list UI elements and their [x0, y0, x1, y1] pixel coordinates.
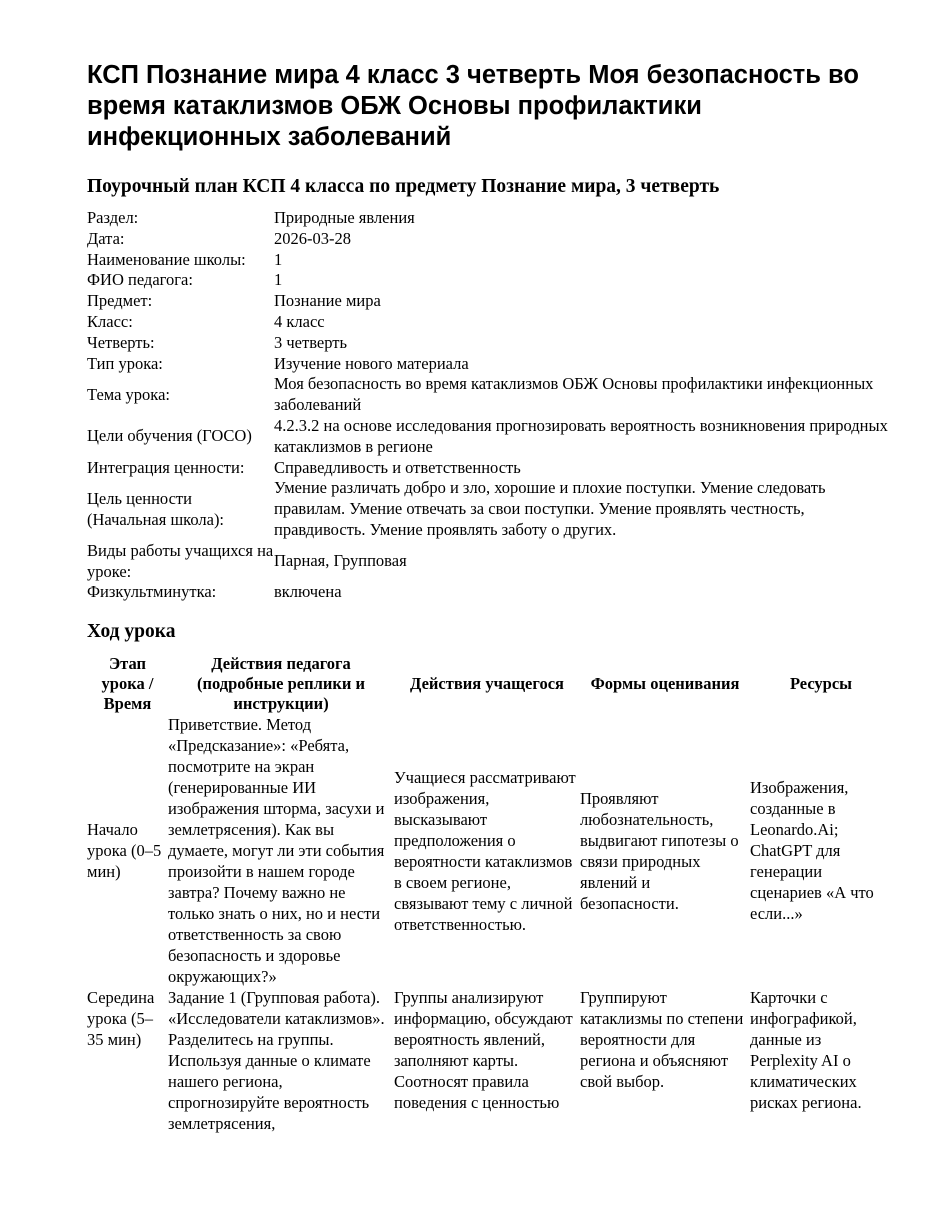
meta-value: Изучение нового материала — [274, 353, 469, 373]
meta-row — [87, 416, 892, 458]
meta-key: Цель ценности (Начальная школа): — [87, 488, 225, 529]
meta-row — [87, 374, 892, 416]
meta-row — [87, 582, 892, 603]
assessment-cell: Проявляют любознательность, выдвигают гипотезы о связи природных явлений и безопасности. — [580, 788, 739, 913]
meta-value: 4.2.3.2 на основе исследования прогнозировать вероятность возникновения природных катаклизмов в регионе — [274, 415, 888, 456]
lesson-meta-table — [87, 208, 892, 603]
assessment-cell: Группируют катаклизмы по степени вероятности для региона и объясняют свой выбор. — [580, 988, 744, 1091]
meta-key: Тема урока: — [87, 384, 170, 404]
teacher-actions-cell: Приветствие. Метод «Предсказание»: «Ребята, посмотрите на экран (генерированные ИИ изображения шторма, засухи и землетрясения). Как вы думаете, могут ли эти события произойти в нашем городе завтра? Почему важно не только знать о них, но и нести ответственность за свою безопасность и здоровье окружающих?» — [168, 715, 385, 986]
meta-value: 3 четверть — [274, 332, 347, 352]
teacher-actions-cell: Задание 1 (Групповая работа). «Исследователи катаклизмов». Разделитесь на группы. Используя данные о климате нашего региона, спрогнозируйте вероятность землетрясения, — [168, 988, 385, 1133]
meta-value: Познание мира — [274, 291, 381, 311]
meta-value: Умение различать добро и зло, хорошие и плохие поступки. Умение следовать правилам. Умение отвечать за свои поступки. Умение проявлять честность, правдивость. Умение проявлять заботу о других. — [274, 478, 826, 539]
meta-key: Цели обучения (ГОСО) — [87, 426, 252, 446]
meta-row — [87, 458, 892, 479]
meta-key: Четверть: — [87, 332, 155, 352]
column-header-assessment: Формы оценивания — [590, 674, 740, 693]
meta-key: Тип урока: — [87, 353, 163, 373]
stage-cell: Начало урока (0–5 мин) — [87, 820, 162, 881]
meta-key: Предмет: — [87, 291, 153, 311]
meta-row — [87, 291, 892, 312]
meta-value: включена — [274, 582, 342, 602]
table-row — [87, 714, 892, 987]
plan-subtitle: Поурочный план КСП 4 класса по предмету Познание мира, 3 четверть — [87, 176, 720, 197]
table-row — [87, 987, 892, 1134]
meta-row — [87, 312, 892, 333]
meta-key: ФИО педагога: — [87, 270, 193, 290]
resources-cell: Изображения, созданные в Leonardo.Ai; ChatGPT для генерации сценариев «А что если...» — [750, 778, 874, 923]
meta-value: 1 — [274, 270, 283, 290]
column-header-teacher-actions: Действия педагога (подробные реплики и инструкции) — [196, 654, 366, 713]
resources-cell: Карточки с инфографикой, данные из Perplexity AI о климатических рисках региона. — [750, 988, 862, 1112]
meta-value: Моя безопасность во время катаклизмов ОБЖ Основы профилактики инфекционных заболеваний — [274, 374, 874, 415]
student-actions-cell: Учащиеся рассматривают изображения, высказывают предположения о вероятности катаклизмов в своем регионе, связывают тему с личной ответственностью. — [394, 767, 576, 934]
meta-key: Виды работы учащихся на уроке: — [87, 540, 274, 581]
meta-row — [87, 333, 892, 354]
table-header-row — [87, 654, 892, 714]
meta-key: Дата: — [87, 228, 125, 248]
column-header-stage: Этап урока / Время — [101, 654, 154, 713]
meta-row — [87, 478, 892, 540]
meta-key: Физкультминутка: — [87, 582, 217, 602]
column-header-resources: Ресурсы — [789, 674, 853, 693]
meta-row — [87, 354, 892, 375]
student-actions-cell: Группы анализируют информацию, обсуждают вероятность явлений, заполняют карты. Соотносят правила поведения с ценностью — [394, 988, 573, 1112]
meta-row — [87, 541, 892, 583]
stage-cell: Середина урока (5–35 мин) — [87, 988, 155, 1049]
meta-key: Класс: — [87, 311, 133, 331]
meta-value: Природные явления — [274, 208, 415, 227]
meta-value: 4 класс — [274, 311, 325, 331]
meta-key: Интеграция ценности: — [87, 457, 245, 477]
column-header-student-actions: Действия учащегося — [410, 674, 564, 693]
page-title: КСП Познание мира 4 класс 3 четверть Моя безопасность во время катаклизмов ОБЖ Основы профилактики инфекционных заболеваний — [87, 61, 859, 151]
meta-row — [87, 229, 892, 250]
meta-key: Раздел: — [87, 208, 139, 227]
meta-value: Парная, Групповая — [274, 551, 407, 571]
meta-row — [87, 208, 892, 229]
meta-key: Наименование школы: — [87, 249, 246, 269]
lesson-progress-heading: Ход урока — [87, 621, 176, 642]
meta-row — [87, 270, 892, 291]
meta-row — [87, 250, 892, 271]
lesson-progress-table — [87, 654, 892, 1134]
meta-value: 2026-03-28 — [274, 228, 351, 248]
meta-value: Справедливость и ответственность — [274, 457, 521, 477]
meta-value: 1 — [274, 249, 283, 269]
